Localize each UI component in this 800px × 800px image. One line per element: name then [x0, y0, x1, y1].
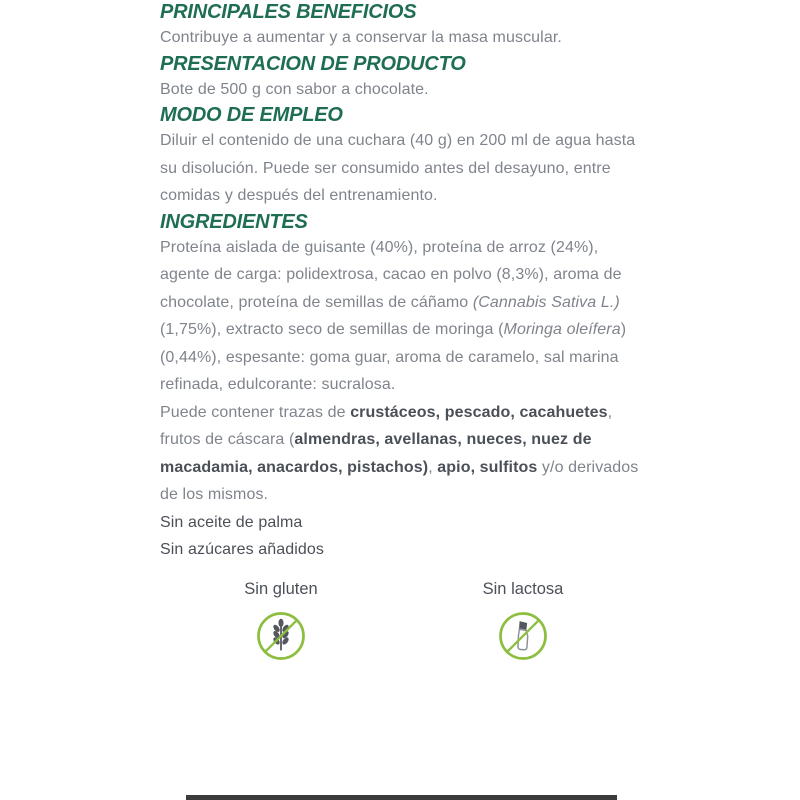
section-presentation	[160, 52, 644, 104]
lactose-free-label: Sin lactosa	[482, 579, 564, 598]
benefits-heading: PRINCIPALES BENEFICIOS	[160, 1, 417, 23]
dietary-badges-row	[160, 578, 644, 663]
ingredients-allergens-text: Puede contener trazas de crustáceos, pescado, cacahuetes, frutos de cáscara (almendras, avellanas, nueces, nuez de macadamia, anacardos, pistachos), apio, sulfitos y/o derivados de los mismos.	[160, 403, 639, 503]
product-description-content	[160, 0, 644, 663]
no-gluten-icon	[254, 609, 308, 663]
section-ingredients	[160, 210, 644, 564]
claim-no-added-sugar: Sin azúcares añadidos	[160, 541, 324, 558]
badge-lactose-free	[402, 578, 644, 663]
section-benefits	[160, 0, 644, 52]
bottom-divider-bar	[186, 795, 617, 800]
presentation-text: Bote de 500 g con sabor a chocolate.	[160, 80, 429, 98]
usage-heading: MODO DE EMPLEO	[160, 104, 343, 126]
section-usage	[160, 103, 644, 210]
ingredients-composition-text: Proteína aislada de guisante (40%), proteína de arroz (24%), agente de carga: polidextrosa, cacao en polvo (8,3%), aroma de chocolate, proteína de semillas de cáñamo (Cannabis Sativa L.) (1,75%), extracto seco de semillas de moringa (Moringa oleífera) (0,44%), espesante: goma guar, aroma de caramelo, sal marina refinada, edulcorante: sucralosa.	[160, 238, 627, 393]
benefits-text: Contribuye a aumentar y a conservar la masa muscular.	[160, 29, 562, 46]
presentation-heading: PRESENTACION DE PRODUCTO	[160, 52, 466, 75]
claim-no-palm-oil: Sin aceite de palma	[160, 513, 303, 531]
badge-gluten-free	[160, 578, 402, 663]
ingredients-heading: INGREDIENTES	[160, 210, 308, 233]
gluten-free-label: Sin gluten	[244, 579, 318, 598]
usage-text: Diluir el contenido de una cuchara (40 g) en 200 ml de agua hasta su disolución. Puede ser consumido antes del desayuno, entre comidas y después del entrenamiento.	[160, 132, 636, 204]
no-lactose-icon	[496, 609, 550, 663]
